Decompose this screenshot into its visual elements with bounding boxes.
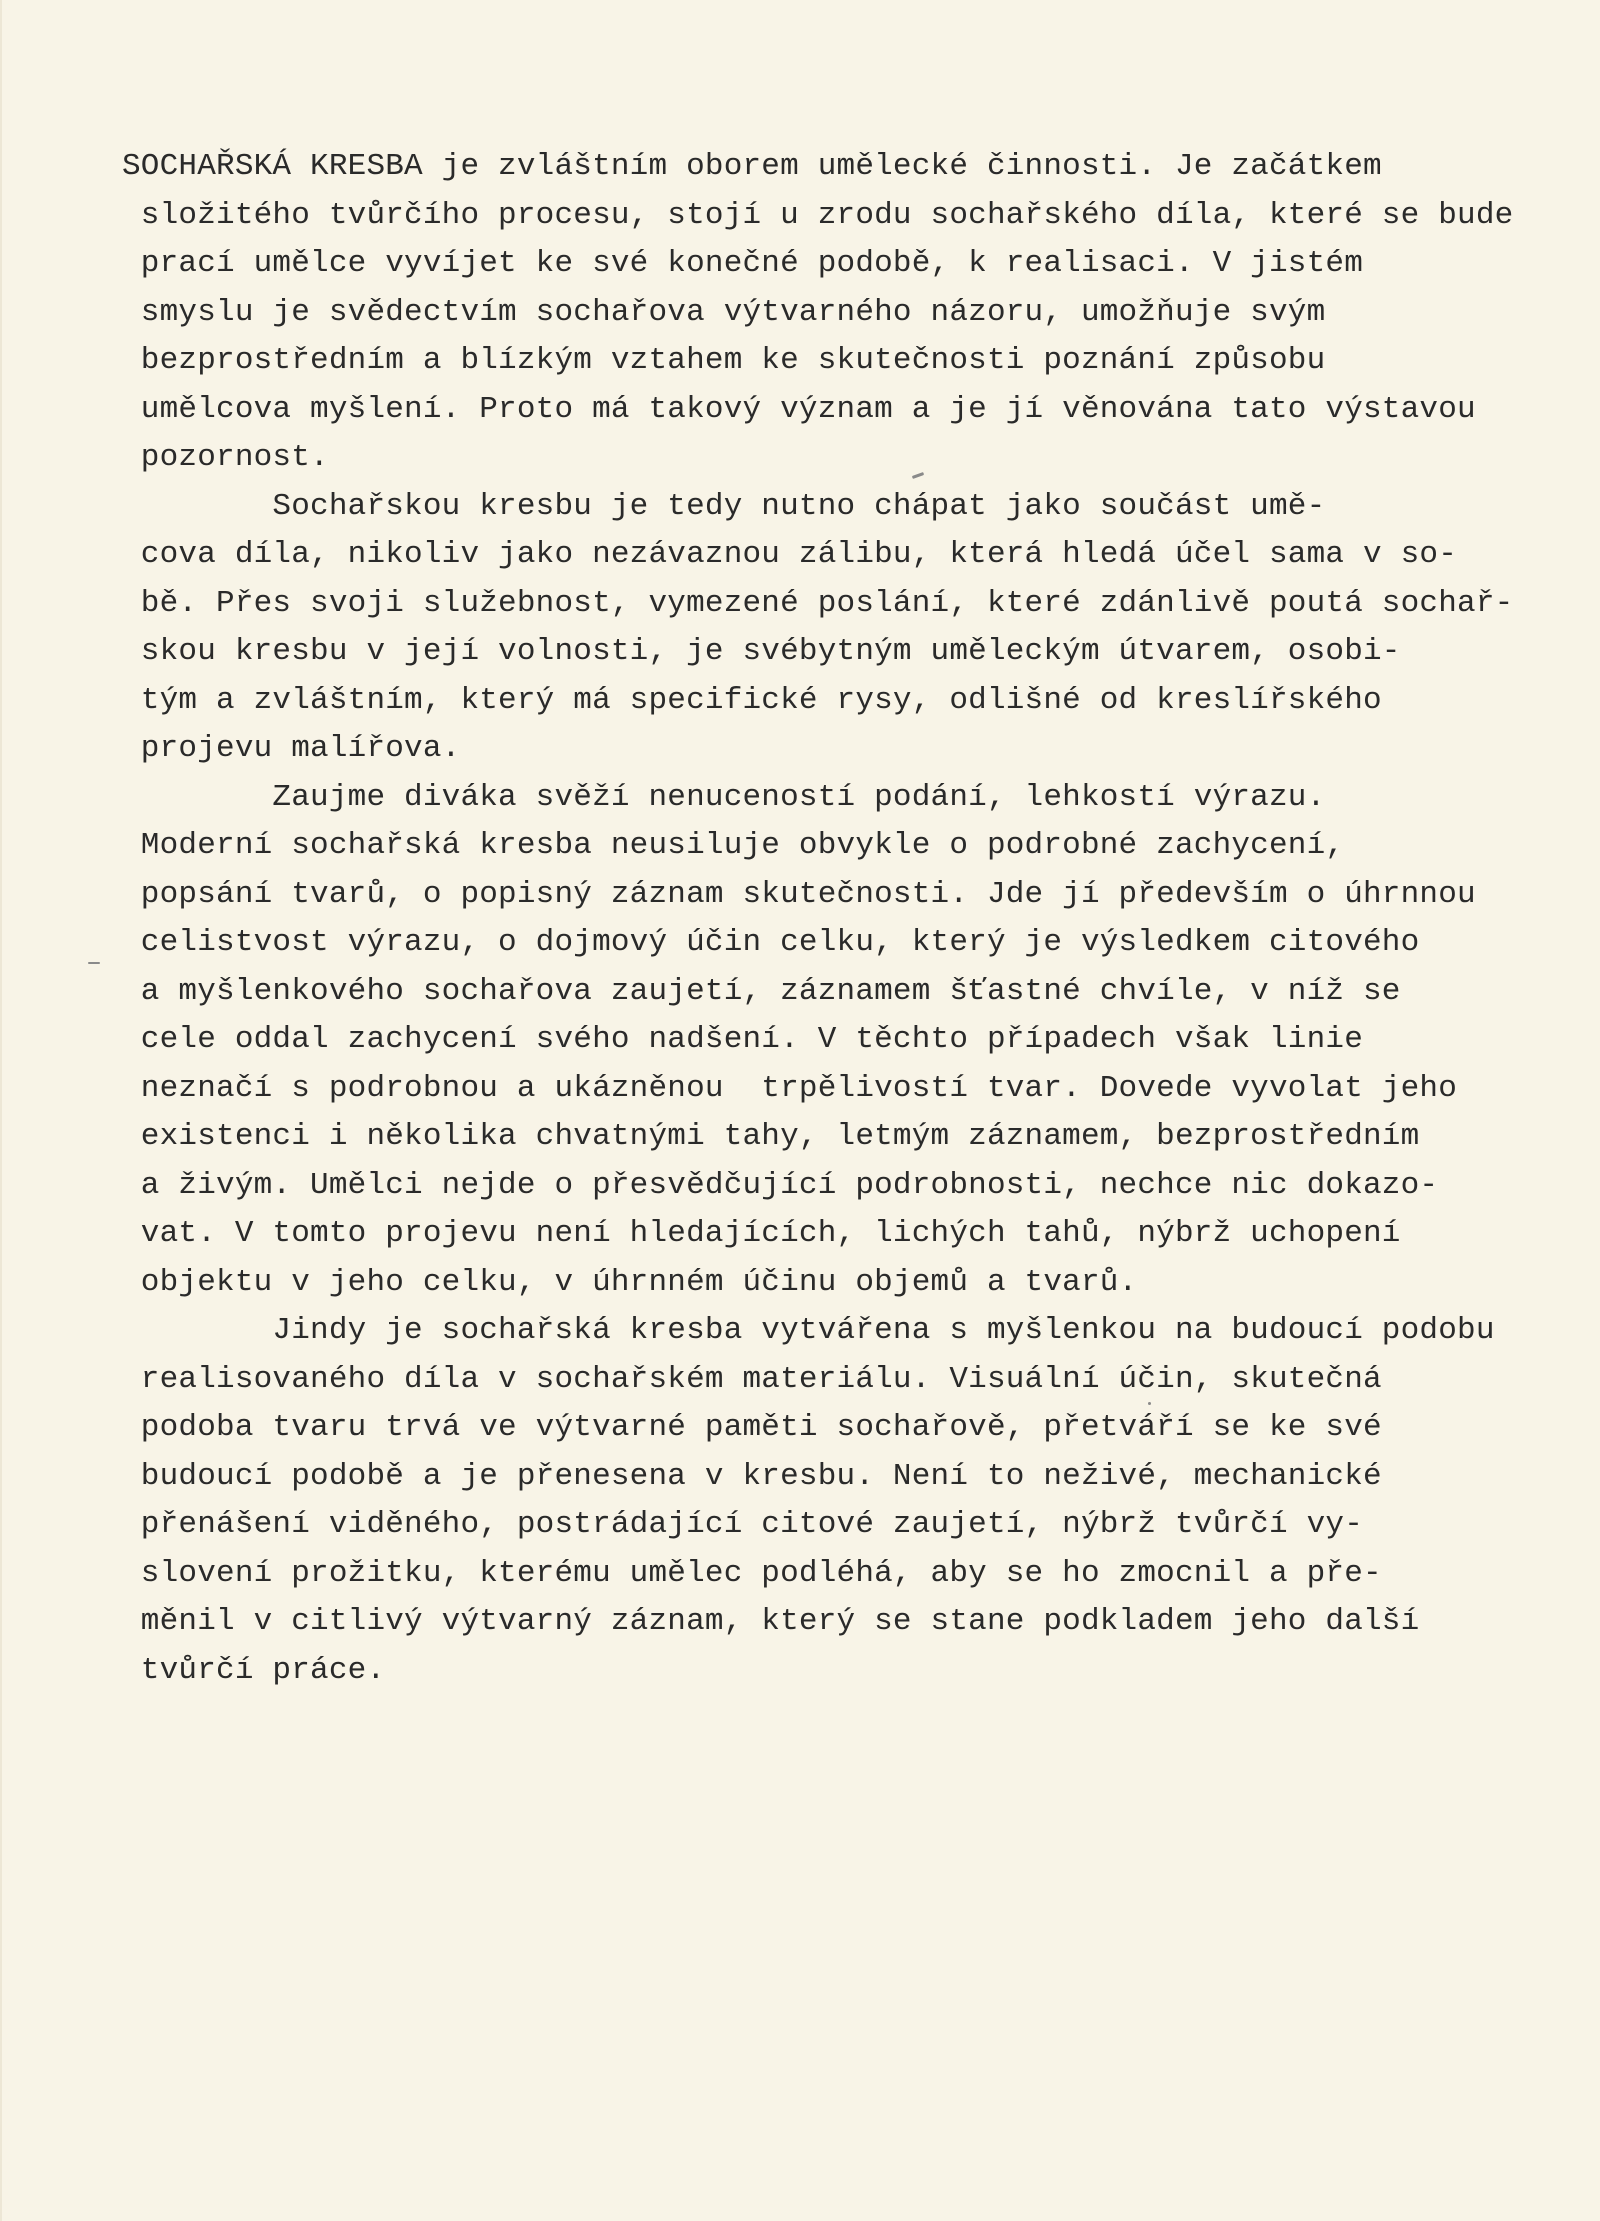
text-line: měnil v citlivý výtvarný záznam, který se stane podkladem jeho další — [122, 1604, 1420, 1639]
text-line: budoucí podobě a je přenesena v kresbu. Není to neživé, mechanické — [122, 1458, 1382, 1494]
text-line: Sochařskou kresbu je tedy nutno chápat jako součást umě- — [122, 488, 1326, 524]
pencil-mark — [88, 962, 100, 964]
text-line: celistvost výrazu, o dojmový účin celku, který je výsledkem citového — [122, 925, 1420, 960]
text-line: bě. Přes svoji služebnost, vymezené poslání, které zdánlivě poutá sochař- — [122, 585, 1514, 621]
ink-speck — [1148, 1402, 1151, 1405]
text-line: přenášení viděného, postrádající citové zaujetí, nýbrž tvůrčí vy- — [122, 1507, 1363, 1542]
text-line: vat. V tomto projevu není hledajících, lichých tahů, nýbrž uchopení — [122, 1216, 1401, 1251]
text-line: cova díla, nikoliv jako nezávaznou zálibu, která hledá účel sama v so- — [122, 537, 1458, 572]
paragraph-1 — [122, 143, 1582, 483]
text-line: a myšlenkového sochařova zaujetí, záznamem šťastné chvíle, v níž se — [122, 973, 1401, 1009]
text-line: a živým. Umělci nejde o přesvědčující podrobnosti, nechce nic dokazo- — [122, 1167, 1439, 1203]
text-line: neznačí s podrobnou a ukázněnou trpělivostí tvar. Dovede vyvolat jeho — [122, 1070, 1458, 1106]
text-line: cele oddal zachycení svého nadšení. V těchto případech však linie — [122, 1022, 1363, 1057]
paragraph-3 — [122, 774, 1582, 1308]
text-line: existenci i několika chvatnými tahy, letmým záznamem, bezprostředním — [122, 1119, 1420, 1154]
text-line: Zaujme diváka svěží nenuceností podání, lehkostí výrazu. — [122, 779, 1326, 815]
text-line: objektu v jeho celku, v úhrnném účinu objemů a tvarů. — [122, 1264, 1138, 1300]
text-line: slovení prožitku, kterému umělec podléhá, aby se ho zmocnil a pře- — [122, 1555, 1382, 1591]
typescript-body — [122, 143, 1582, 1695]
text-line: umělcova myšlení. Proto má takový význam a je jí věnována tato výstavou — [122, 391, 1476, 427]
text-line: projevu malířova. — [122, 731, 461, 766]
text-line: prací umělce vyvíjet ke své konečné podobě, k realisaci. V jistém — [122, 246, 1363, 281]
text-line: podoba tvaru trvá ve výtvarné paměti sochařově, přetváří se ke své — [122, 1410, 1382, 1445]
text-line: realisovaného díla v sochařském materiálu. Visuální účin, skutečná — [122, 1361, 1382, 1397]
text-line: složitého tvůrčího procesu, stojí u zrodu sochařského díla, které se bude — [122, 197, 1514, 233]
text-line: tým a zvláštním, který má specifické rysy, odlišné od kreslířského — [122, 682, 1382, 718]
text-line: Jindy je sochařská kresba vytvářena s myšlenkou na budoucí podobu — [122, 1313, 1495, 1348]
text-line: tvůrčí práce. — [122, 1652, 386, 1688]
text-line: bezprostředním a blízkým vztahem ke skutečnosti poznání způsobu — [122, 343, 1326, 378]
text-line: Moderní sochařská kresba neusiluje obvykle o podrobné zachycení, — [122, 828, 1345, 863]
paragraph-2 — [122, 483, 1582, 774]
text-line: smyslu je svědectvím sochařova výtvarného názoru, umožňuje svým — [122, 294, 1326, 330]
text-line: pozornost. — [122, 440, 329, 475]
text-line: popsání tvarů, o popisný záznam skutečnosti. Jde jí především o úhrnnou — [122, 876, 1476, 912]
text-line: skou kresbu v její volnosti, je svébytným uměleckým útvarem, osobi- — [122, 634, 1401, 669]
text-line: SOCHAŘSKÁ KRESBA je zvláštním oborem umělecké činnosti. Je začátkem — [122, 149, 1382, 184]
paragraph-4 — [122, 1307, 1582, 1695]
